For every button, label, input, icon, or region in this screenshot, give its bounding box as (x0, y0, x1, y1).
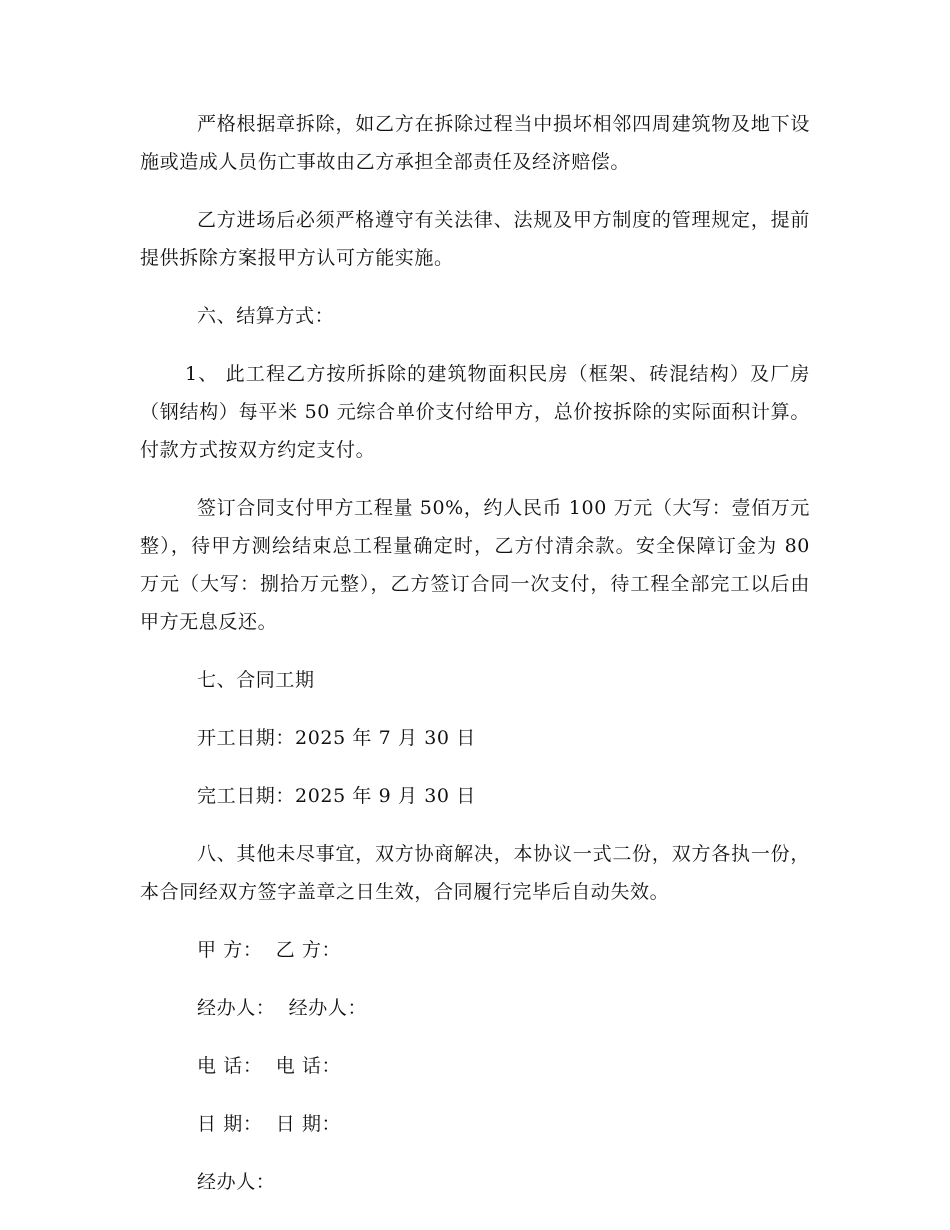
start-date: 开工日期：2025 年 7 月 30 日 (197, 727, 476, 749)
signature-parties: 甲 方： 乙 方： (197, 939, 342, 961)
clause-demolition-responsibility: 严格根据章拆除，如乙方在拆除过程当中损坏相邻四周建筑物及地下设施或造成人员伤亡事故由乙方承担全部责任及经济赔偿。 (140, 113, 810, 173)
section-heading-schedule: 七、合同工期 (197, 669, 315, 691)
clause-site-compliance: 乙方进场后必须严格遵守有关法律、法规及甲方制度的管理规定，提前提供拆除方案报甲方认可方能实施。 (140, 209, 810, 269)
signature-phones: 电 话： 电 话： (197, 1055, 342, 1077)
clause-payment-deposit: 签订合同支付甲方工程量 50%，约人民币 100 万元（大写：壹佰万元整），待甲方测绘结束总工程量确定时，乙方付清余款。安全保障订金为 80 万元（大写：捌拾万元整），乙方签订合同一次支付，待工程全部完工以后由甲方无息反还。 (140, 497, 810, 633)
clause-other-matters: 八、其他未尽事宜，双方协商解决，本协议一式二份，双方各执一份，本合同经双方签字盖章之日生效，合同履行完毕后自动失效。 (140, 843, 810, 903)
signature-handlers: 经办人： 经办人： (197, 997, 368, 1019)
document-page (140, 105, 810, 1221)
section-heading-settlement: 六、结算方式： (197, 305, 335, 327)
signature-dates: 日 期： 日 期： (197, 1113, 342, 1135)
completion-date: 完工日期：2025 年 9 月 30 日 (197, 785, 476, 807)
signature-handler-last: 经办人： (197, 1171, 276, 1193)
clause-unit-price: 1、 此工程乙方按所拆除的建筑物面积民房（框架、砖混结构）及厂房（钢结构）每平米 50 元综合单价支付给甲方，总价按拆除的实际面积计算。付款方式按双方约定支付。 (140, 363, 810, 461)
